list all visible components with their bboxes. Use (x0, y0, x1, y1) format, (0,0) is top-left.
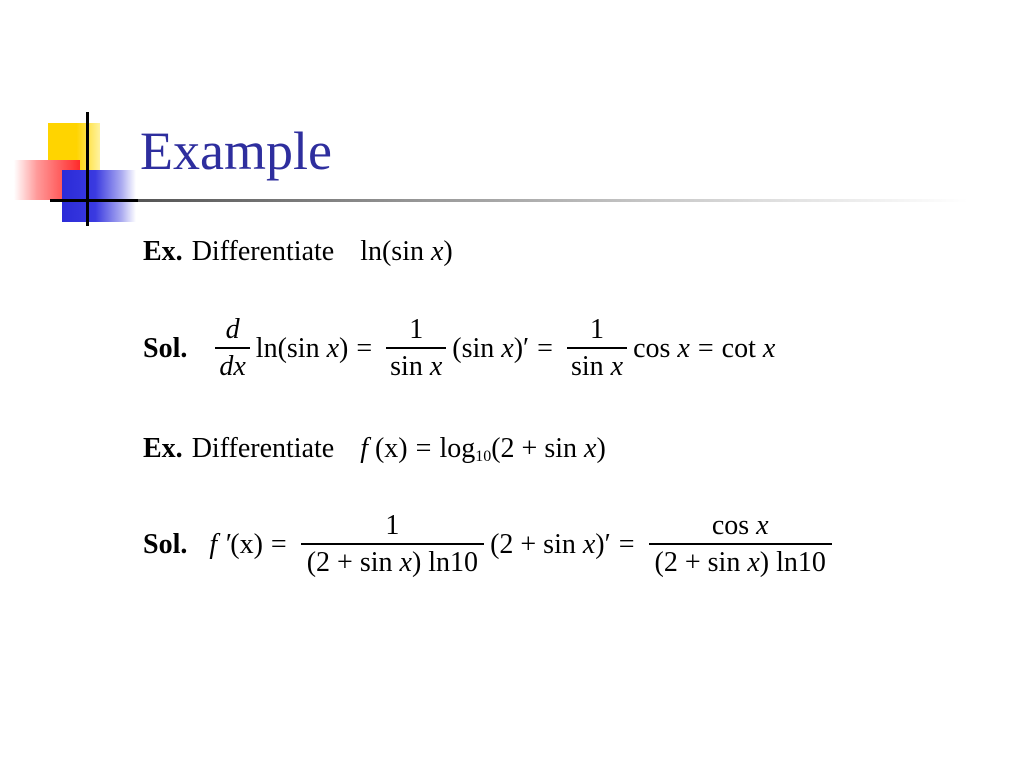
ex-text: Differentiate (191, 236, 335, 267)
sol-2-expression: f ′ (x) = $\frac{1}{\text{(2 + sin x) ln10}}$ (2 + sin x )′ = $\frac{\text{cos x}}{\text{(2 + sin x) ln10}}$ (209, 512, 838, 577)
slide-title: Example (140, 121, 332, 181)
example-1-solution (143, 316, 775, 381)
example-1-statement (143, 236, 453, 268)
title-underline (138, 199, 968, 202)
expr-var: x (430, 236, 444, 267)
sol-label: Sol. (143, 528, 188, 560)
decor-horizontal-line (50, 199, 140, 202)
expr-close: ) (443, 236, 453, 267)
frac-d-dx: $\frac{d}{dx}$ (215, 316, 249, 381)
ex-label: Ex. (143, 433, 183, 464)
ex-expression (360, 236, 453, 268)
example-2-solution (143, 512, 838, 577)
example-2-statement (143, 433, 606, 465)
frac-1-over-sinx-a: $\frac{1}{\text{sin x}}$ (386, 316, 446, 381)
ex-text: Differentiate (191, 433, 335, 464)
frac-1-over-sinx-b: $\frac{1}{\text{sin x}}$ (567, 316, 627, 381)
frac-1-over-den: $\frac{1}{\text{(2 + sin x) ln10}}$ (301, 512, 484, 577)
ex-label: Ex. (143, 236, 183, 267)
frac-cosx-over-den: $\frac{\text{cos x}}{\text{(2 + sin x) ln10}}$ (649, 512, 832, 577)
ex-expression: f (x) = log 10 (2 + sin x ) (360, 433, 606, 465)
sol-label: Sol. (143, 332, 188, 364)
sol-1-expression: $\frac{d}{dx}$ ln(sin x ) = $\frac{1}{\text{sin x}}$ (sin x )′ = $\frac{1}{\text{sin x}}$ cos x = cot x (209, 316, 775, 381)
decor-blue-block (62, 170, 136, 222)
decor-vertical-line (86, 112, 89, 226)
expr-ln-sin: ln(sin (360, 236, 431, 267)
